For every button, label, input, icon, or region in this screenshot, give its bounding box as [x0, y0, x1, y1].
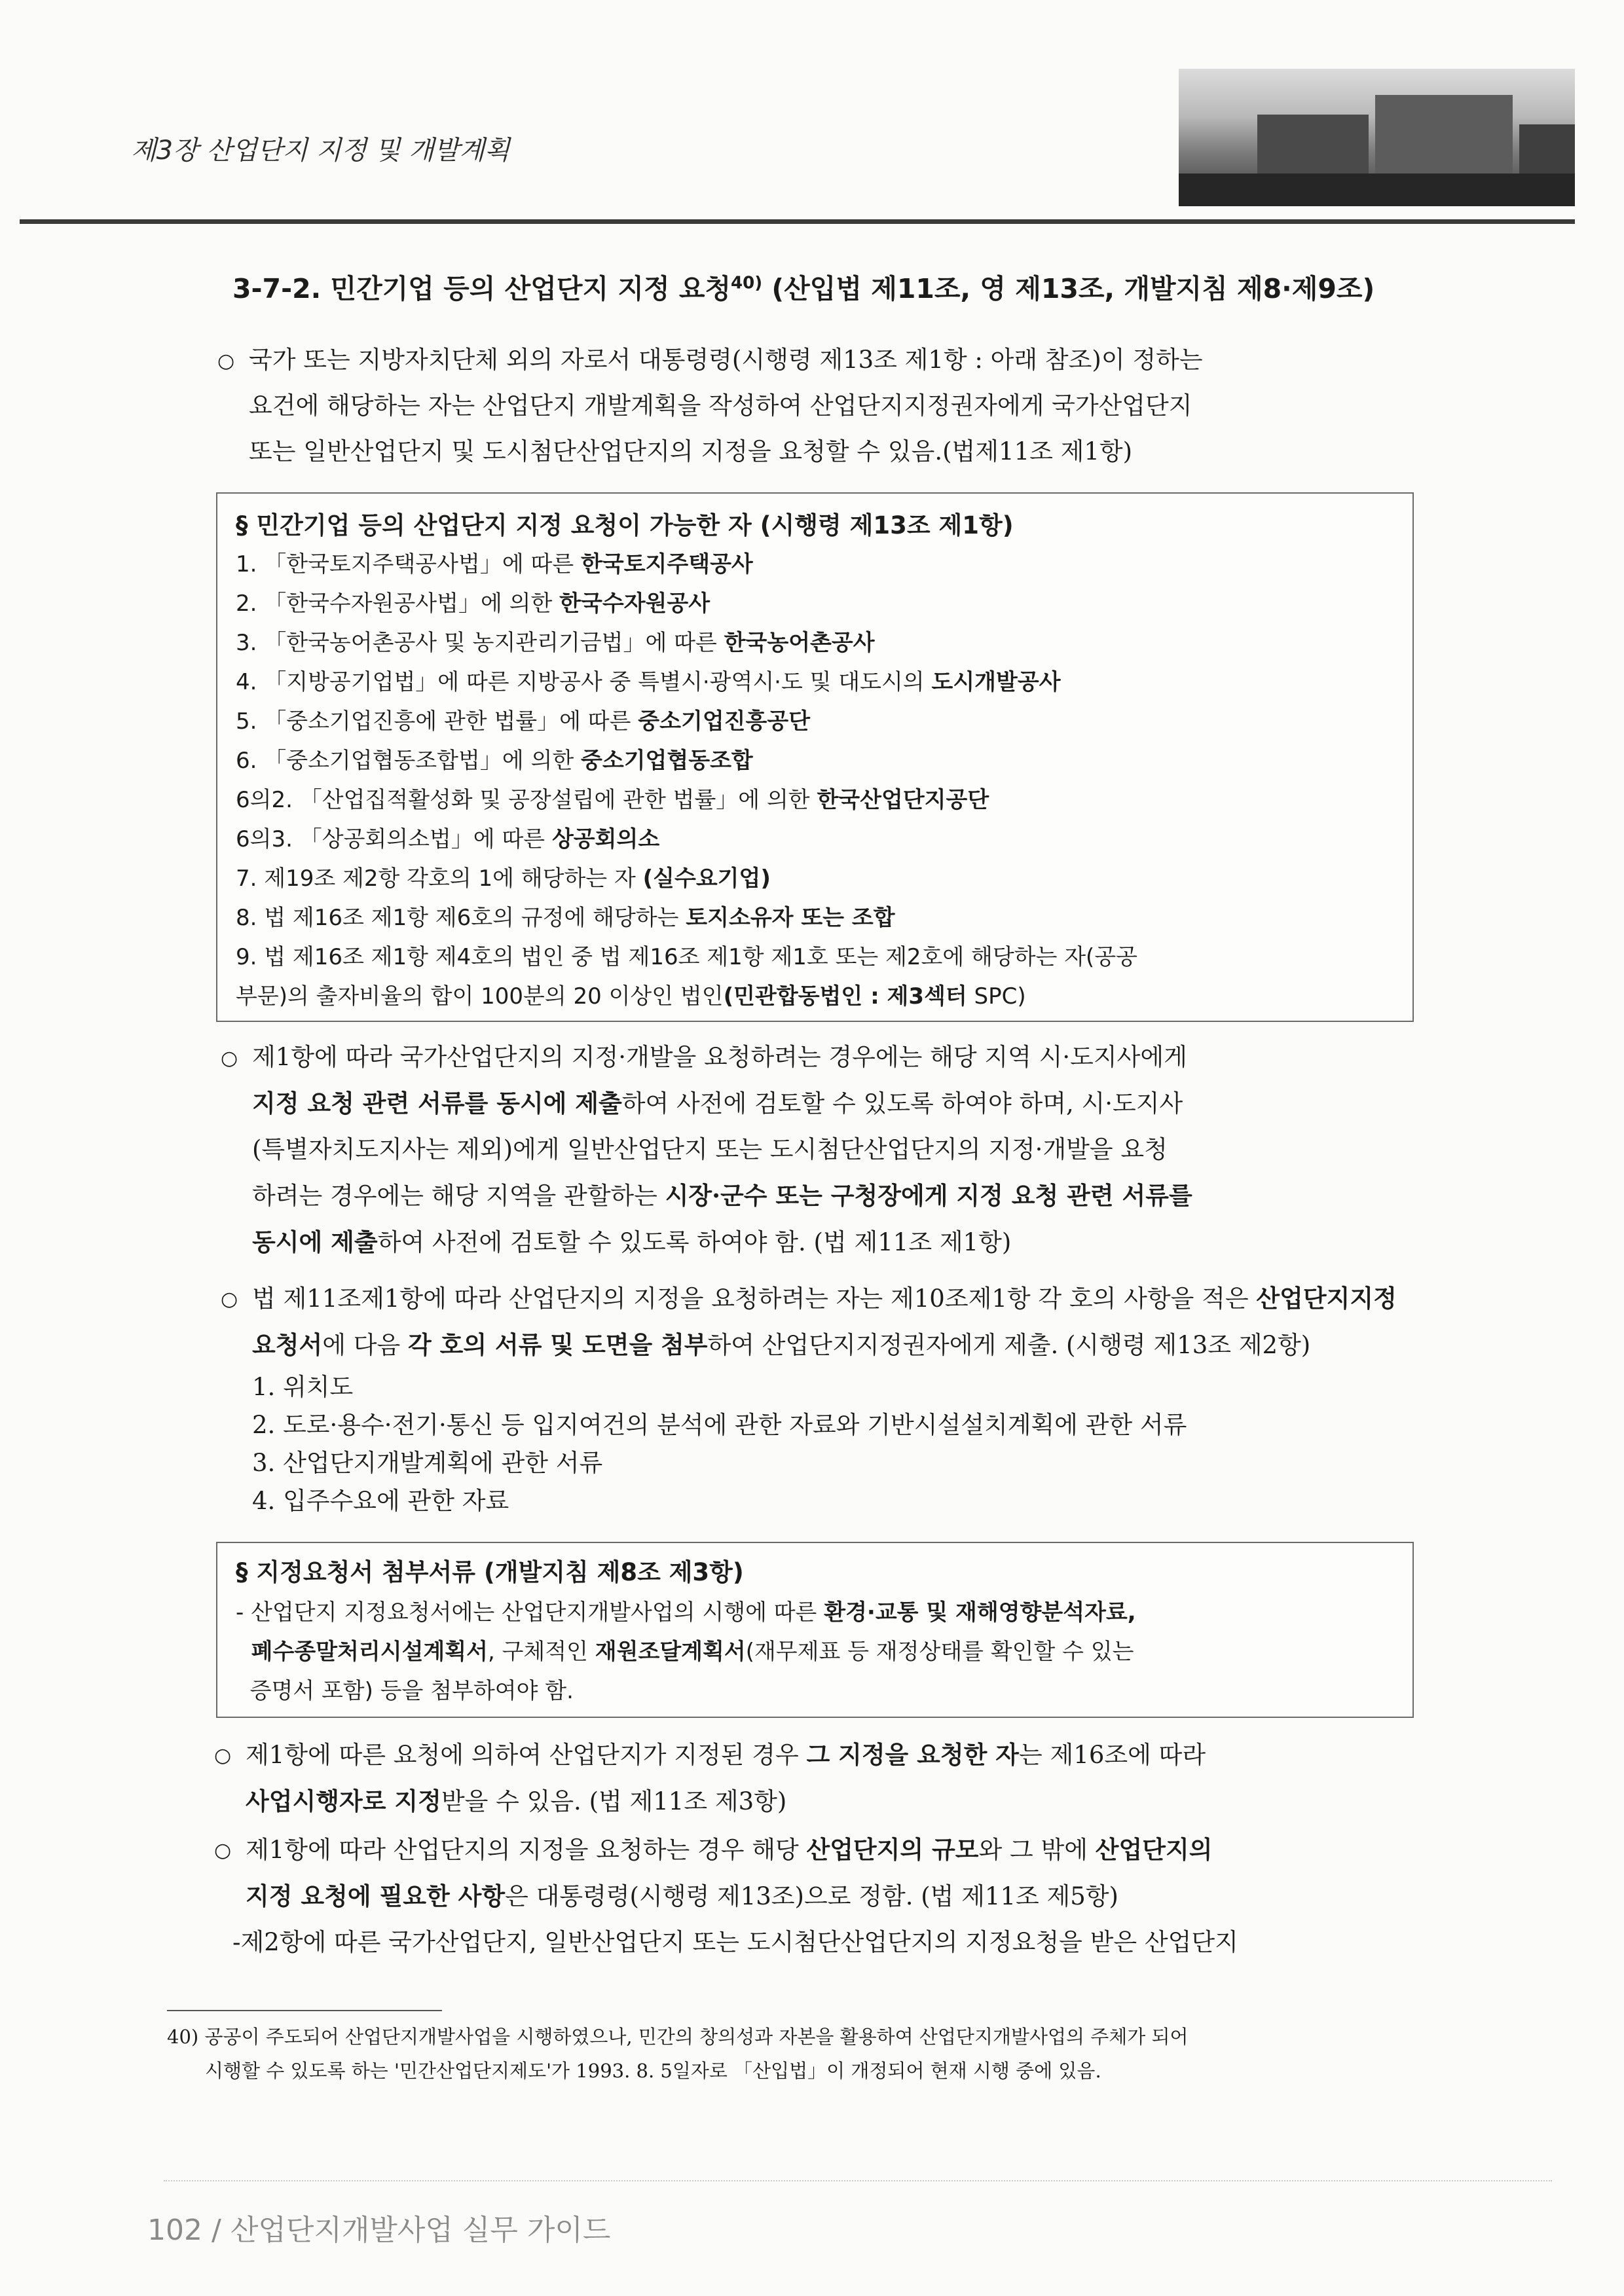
emphasis-text: 폐수종말처리시설계획서	[236, 1639, 488, 1665]
emphasis-text: 사업시행자로 지정	[246, 1787, 441, 1815]
paragraph-2	[221, 1034, 1431, 1266]
header-divider	[20, 219, 1575, 224]
box-line	[236, 1671, 1136, 1711]
section-heading-text: 3-7-2. 민간기업 등의 산업단지 지정 요청	[232, 273, 731, 304]
section-heading	[232, 267, 1375, 306]
footnote	[167, 2020, 1431, 2088]
body-text: , 구체적인	[487, 1639, 595, 1665]
emphasis-text: 시장·군수 또는 구청장에게 지정 요청 관련 서류를	[665, 1181, 1192, 1210]
emphasis-text: 동시에 제출	[252, 1228, 378, 1256]
paragraph-1	[217, 337, 1428, 475]
list-item	[236, 820, 1137, 859]
paragraph-line: 요건에 해당하는 자는 산업단지 개발계획을 작성하여 산업단지지정권자에게 국가산업단지	[249, 392, 1192, 420]
body-text: 7. 제19조 제2항 각호의 1에 해당하는 자	[236, 866, 643, 892]
body-text: 6의2. 「산업집적활성화 및 공장설립에 관한 법률」에 의한	[236, 787, 817, 813]
body-text: 법 제11조제1항에 따라 산업단지의 지정을 요청하려는 자는 제10조제1항 각 호의 사항을 적은	[252, 1285, 1257, 1313]
emphasis-text: 재원조달계획서	[595, 1639, 746, 1665]
footer-dotted-line	[164, 2180, 1552, 2183]
emphasis-text: 중소기업진흥공단	[638, 708, 811, 735]
paragraph-line	[246, 1873, 1424, 1920]
body-text: 는 제16조에 따라	[1019, 1741, 1206, 1769]
box-line	[236, 1593, 1136, 1632]
list-item	[236, 545, 1137, 584]
emphasis-text: 한국수자원공사	[559, 591, 710, 617]
body-text: 증명서 포함) 등을 첨부하여야 함.	[236, 1678, 574, 1704]
emphasis-text: 지정 요청 관련 서류를 동시에 제출	[252, 1089, 622, 1118]
list-item	[236, 780, 1137, 820]
emphasis-text: 산업단지의	[1095, 1835, 1213, 1864]
paragraph-line	[246, 1827, 1424, 1873]
body-text: 제1항에 따라 산업단지의 지정을 요청하는 경우 해당	[246, 1836, 807, 1864]
body-text: 제1항에 따라 국가산업단지의 지정·개발을 요청하려는 경우에는 해당 지역 시·도지사에게	[252, 1043, 1187, 1071]
body-text: 하려는 경우에는 해당 지역을 관할하는	[252, 1182, 665, 1210]
bullet-icon: ○	[214, 1744, 232, 1767]
body-text: 2. 「한국수자원공사법」에 의한	[236, 591, 560, 617]
list-item	[236, 663, 1137, 702]
chapter-title: 제3장 산업단지 지정 및 개발계획	[131, 136, 510, 166]
list-item	[236, 741, 1137, 780]
list-item	[236, 859, 1137, 898]
body-text: 4. 「지방공기업법」에 따른 지방공사 중 특별시·광역시·도 및 대도시의	[236, 669, 932, 695]
emphasis-text: 각 호의 서류 및 도면을 첨부	[407, 1330, 708, 1359]
paragraph-3	[221, 1275, 1431, 1520]
list-item	[236, 623, 1137, 663]
body-text: 제1항에 따른 요청에 의하여 산업단지가 지정된 경우	[246, 1741, 807, 1769]
bullet-icon: ○	[214, 1839, 232, 1862]
list-item	[236, 584, 1137, 623]
bullet-icon: ○	[217, 350, 235, 373]
emphasis-text: 산업단지의 규모	[806, 1835, 979, 1864]
emphasis-text: 도시개발공사	[931, 669, 1061, 695]
footnote-reference: 40)	[731, 273, 763, 293]
body-text: 3. 「한국농어촌공사 및 농지관리기금법」에 따른	[236, 630, 724, 656]
page-number: 102	[147, 2214, 202, 2247]
box-line-list	[236, 1593, 1136, 1711]
paragraph-line: 국가 또는 지방자치단체 외의 자로서 대통령령(시행령 제13조 제1항 : 아래 참조)이 정하는	[249, 346, 1203, 374]
paragraph-line	[252, 1219, 1431, 1266]
emphasis-text: 한국토지주택공사	[581, 551, 753, 577]
body-text: (재무제표 등 재정상태를 확인할 수 있는	[745, 1639, 1134, 1665]
body-text: (특별자치도지사는 제외)에게 일반산업단지 또는 도시첨단산업단지의 지정·개발을 요청	[252, 1135, 1168, 1163]
body-text: 받을 수 있음. (법 제11조 제3항)	[441, 1787, 787, 1815]
emphasis-text: 한국농어촌공사	[724, 630, 875, 656]
emphasis-text: (실수요기업)	[642, 866, 771, 892]
book-title: 산업단지개발사업 실무 가이드	[230, 2214, 611, 2247]
body-text: 부문)의 출자비율의 합이 100분의 20 이상인 법인	[236, 983, 724, 1010]
paragraph-line	[252, 1173, 1431, 1219]
dash-line: -제2항에 따른 국가산업단지, 일반산업단지 또는 도시첨단산업단지의 지정요청을 받은 산업단지	[232, 1928, 1238, 1956]
box-title: § 민간기업 등의 산업단지 지정 요청이 가능한 자 (시행령 제13조 제1항)	[236, 511, 1014, 539]
body-text: SPC)	[967, 983, 1026, 1010]
paragraph-line	[246, 1732, 1424, 1778]
eligible-requester-box	[216, 492, 1414, 1022]
body-text: 에 다음	[322, 1331, 408, 1359]
body-text: 은 대통령령(시행령 제13조)으로 정함. (법 제11조 제5항)	[505, 1882, 1118, 1910]
attachment-documents-box	[216, 1542, 1414, 1718]
header-building-photo	[1179, 69, 1575, 206]
bullet-icon: ○	[221, 1047, 238, 1070]
list-item: 4. 입주수요에 관한 자료	[252, 1487, 509, 1515]
body-text: 와 그 밖에	[978, 1836, 1096, 1864]
footnote-line-2: 시행할 수 있도록 하는 '민간산업단지제도'가 1993. 8. 5일자로 「산입법」이 개정되어 현재 시행 중에 있음.	[205, 2060, 1101, 2082]
body-text: 하여 사전에 검토할 수 있도록 하여야 하며, 시·도지사	[621, 1089, 1183, 1118]
emphasis-text: (민관합동법인 : 제3섹터	[723, 983, 967, 1010]
paragraph-line	[252, 1322, 1431, 1368]
box-line	[236, 1632, 1136, 1671]
body-text: 1. 「한국토지주택공사법」에 따른	[236, 551, 581, 577]
footer-separator: /	[211, 2214, 221, 2247]
paragraph-line	[252, 1080, 1431, 1127]
emphasis-text: 요청서	[252, 1330, 323, 1359]
body-text: 6의3. 「상공회의소법」에 따른	[236, 826, 552, 852]
footnote-line-1: 공공이 주도되어 산업단지개발사업을 시행하였으나, 민간의 창의성과 자본을 활용하여 산업단지개발사업의 주체가 되어	[204, 2026, 1189, 2048]
emphasis-text: 토지소유자 또는 조합	[686, 905, 895, 931]
footnote-number: 40)	[167, 2026, 199, 2048]
paragraph-5	[214, 1827, 1424, 1965]
paragraph-line	[246, 1778, 1424, 1825]
emphasis-text: 상공회의소	[551, 826, 660, 852]
body-text: 9. 법 제16조 제1항 제4호의 법인 중 법 제16조 제1항 제1호 또는 제2호에 해당하는 자(공공	[236, 944, 1138, 970]
emphasis-text: 산업단지지정	[1256, 1284, 1397, 1313]
list-item: 2. 도로·용수·전기·통신 등 입지여건의 분석에 관한 자료와 기반시설설치계획에 관한 서류	[252, 1411, 1187, 1439]
box-title: § 지정요청서 첨부서류 (개발지침 제8조 제3항)	[236, 1558, 744, 1586]
body-text: 하여 산업단지지정권자에게 제출. (시행령 제13조 제2항)	[707, 1331, 1311, 1359]
list-item	[236, 898, 1137, 938]
section-heading-law-ref: (산입법 제11조, 영 제13조, 개발지침 제8·제9조)	[771, 273, 1375, 304]
body-text: 6. 「중소기업협동조합법」에 의한	[236, 748, 581, 774]
list-item: 3. 산업단지개발계획에 관한 서류	[252, 1449, 603, 1477]
body-text: - 산업단지 지정요청서에는 산업단지개발사업의 시행에 따른	[236, 1599, 824, 1626]
paragraph-4	[214, 1732, 1424, 1825]
emphasis-text: 지정 요청에 필요한 사항	[246, 1882, 506, 1910]
emphasis-text: 한국산업단지공단	[817, 787, 989, 813]
paragraph-line	[252, 1034, 1431, 1080]
box-item-list	[236, 545, 1137, 1016]
list-item	[236, 977, 1137, 1016]
footnote-divider	[167, 2010, 442, 2011]
list-item	[236, 702, 1137, 741]
body-text: 하여 사전에 검토할 수 있도록 하여야 함. (법 제11조 제1항)	[377, 1228, 1012, 1256]
body-text: 5. 「중소기업진흥에 관한 법률」에 따른	[236, 708, 638, 735]
bullet-icon: ○	[221, 1288, 238, 1311]
list-item: 1. 위치도	[252, 1373, 354, 1401]
paragraph-line: 또는 일반산업단지 및 도시첨단산업단지의 지정을 요청할 수 있음.(법제11조 제1항)	[249, 437, 1133, 465]
page-footer	[147, 2206, 610, 2248]
emphasis-text: 환경·교통 및 재해영향분석자료,	[824, 1599, 1136, 1626]
paragraph-line	[252, 1127, 1431, 1173]
paragraph-line	[252, 1275, 1431, 1322]
emphasis-text: 그 지정을 요청한 자	[806, 1740, 1020, 1769]
body-text: 8. 법 제16조 제1항 제6호의 규정에 해당하는	[236, 905, 686, 931]
emphasis-text: 중소기업협동조합	[581, 748, 753, 774]
list-item	[236, 938, 1137, 977]
